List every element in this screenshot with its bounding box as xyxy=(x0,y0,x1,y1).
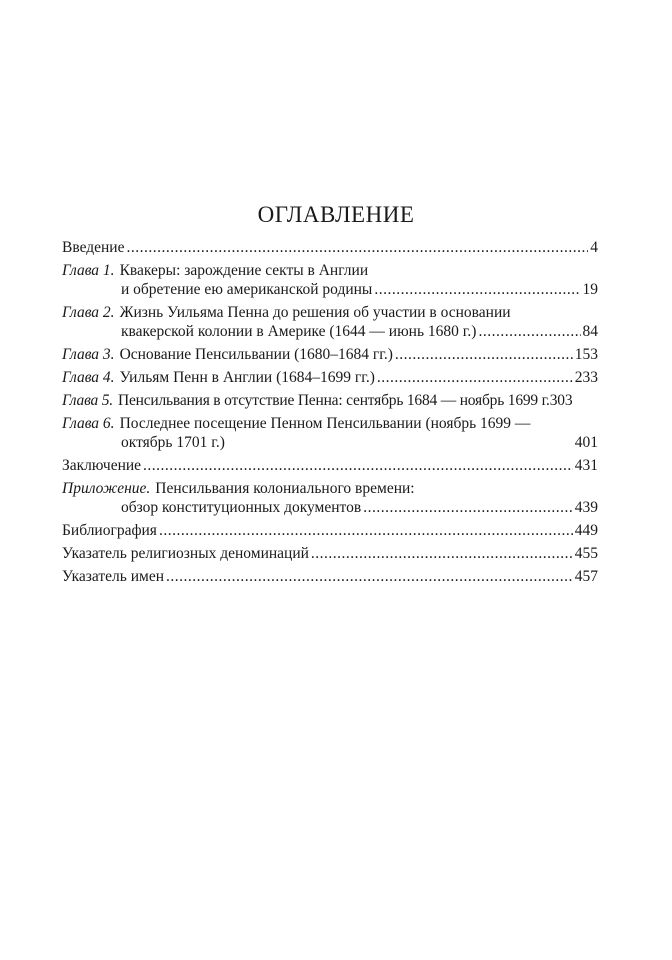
toc-entry-title-continued: обзор конституционных документов xyxy=(121,499,362,516)
toc-entry-title: Указатель религиозных деноминаций xyxy=(62,545,309,562)
toc-page-number: 457 xyxy=(574,568,598,585)
dot-leader xyxy=(374,280,580,299)
toc-entry-title: Указатель имен xyxy=(62,568,164,585)
dot-leader xyxy=(159,521,573,540)
toc-entry-title: Пенсильвания в отсутствие Пенна: сентябрь 1684 — ноябрь 1699 г. xyxy=(117,392,550,409)
toc-page-number: 84 xyxy=(582,323,598,340)
toc-page-number: 455 xyxy=(574,545,598,562)
page-title: ОГЛАВЛЕНИЕ xyxy=(257,202,415,227)
toc-entry-title: Заключение xyxy=(62,457,142,474)
toc-page-number: 19 xyxy=(582,281,598,298)
toc-entry-title-continued: октябрь 1701 г.) xyxy=(121,434,225,451)
dot-leader xyxy=(363,498,573,517)
toc-entry-chapter-2[interactable] xyxy=(62,303,598,341)
chapter-label: Глава 5. xyxy=(62,392,113,409)
toc-entry-introduction[interactable] xyxy=(62,238,598,257)
toc-entry-chapter-3[interactable] xyxy=(62,345,598,364)
appendix-label: Приложение. xyxy=(62,480,151,497)
toc-entry-denominations-index[interactable] xyxy=(62,544,598,563)
toc-page-number: 439 xyxy=(574,499,598,516)
toc-entry-title: Последнее посещение Пенном Пенсильвании (ноябрь 1699 — xyxy=(119,415,531,432)
toc-entry-title-continued: и обретение ею американской родины xyxy=(121,281,373,298)
toc-entry-title: Библиография xyxy=(62,522,157,539)
toc-entry-title: Жизнь Уильяма Пенна до решения об участии в основании xyxy=(119,304,511,321)
toc-entry-title: Уильям Пенн в Англии (1684–1699 гг.) xyxy=(119,369,375,386)
dot-leader xyxy=(395,345,573,364)
dot-leader xyxy=(143,456,573,475)
toc-entry-chapter-4[interactable] xyxy=(62,368,598,387)
toc-entry-bibliography[interactable] xyxy=(62,521,598,540)
toc-entry-appendix[interactable] xyxy=(62,479,598,517)
chapter-label: Глава 4. xyxy=(62,369,115,386)
dot-leader xyxy=(377,368,573,387)
toc-entry-names-index[interactable] xyxy=(62,567,598,586)
table-of-contents xyxy=(62,238,598,590)
toc-page-number: 303 xyxy=(549,392,573,409)
toc-entry-conclusion[interactable] xyxy=(62,456,598,475)
toc-entry-chapter-5[interactable] xyxy=(62,391,598,410)
toc-entry-chapter-6[interactable] xyxy=(62,414,598,452)
toc-page-number: 401 xyxy=(574,434,598,451)
toc-entry-title-continued: квакерской колонии в Америке (1644 — июнь 1680 г.) xyxy=(121,323,477,340)
toc-entry-chapter-1[interactable] xyxy=(62,261,598,299)
chapter-label: Глава 1. xyxy=(62,262,115,279)
toc-page-number: 153 xyxy=(574,346,598,363)
toc-page-number: 4 xyxy=(590,239,598,256)
toc-page-number: 233 xyxy=(574,369,598,386)
chapter-label: Глава 6. xyxy=(62,415,115,432)
toc-page-number: 431 xyxy=(574,457,598,474)
toc-entry-title: Квакеры: зарождение секты в Англии xyxy=(119,262,369,279)
toc-page-number: 449 xyxy=(574,522,598,539)
chapter-label: Глава 2. xyxy=(62,304,115,321)
dot-leader xyxy=(126,238,588,257)
toc-entry-title: Введение xyxy=(62,239,125,256)
toc-entry-title: Пенсильвания колониального времени: xyxy=(155,480,415,497)
dot-leader xyxy=(166,567,573,586)
toc-entry-title: Основание Пенсильвании (1680–1684 гг.) xyxy=(119,346,393,363)
dot-leader xyxy=(478,322,580,341)
chapter-label: Глава 3. xyxy=(62,346,115,363)
dot-leader xyxy=(311,544,573,563)
